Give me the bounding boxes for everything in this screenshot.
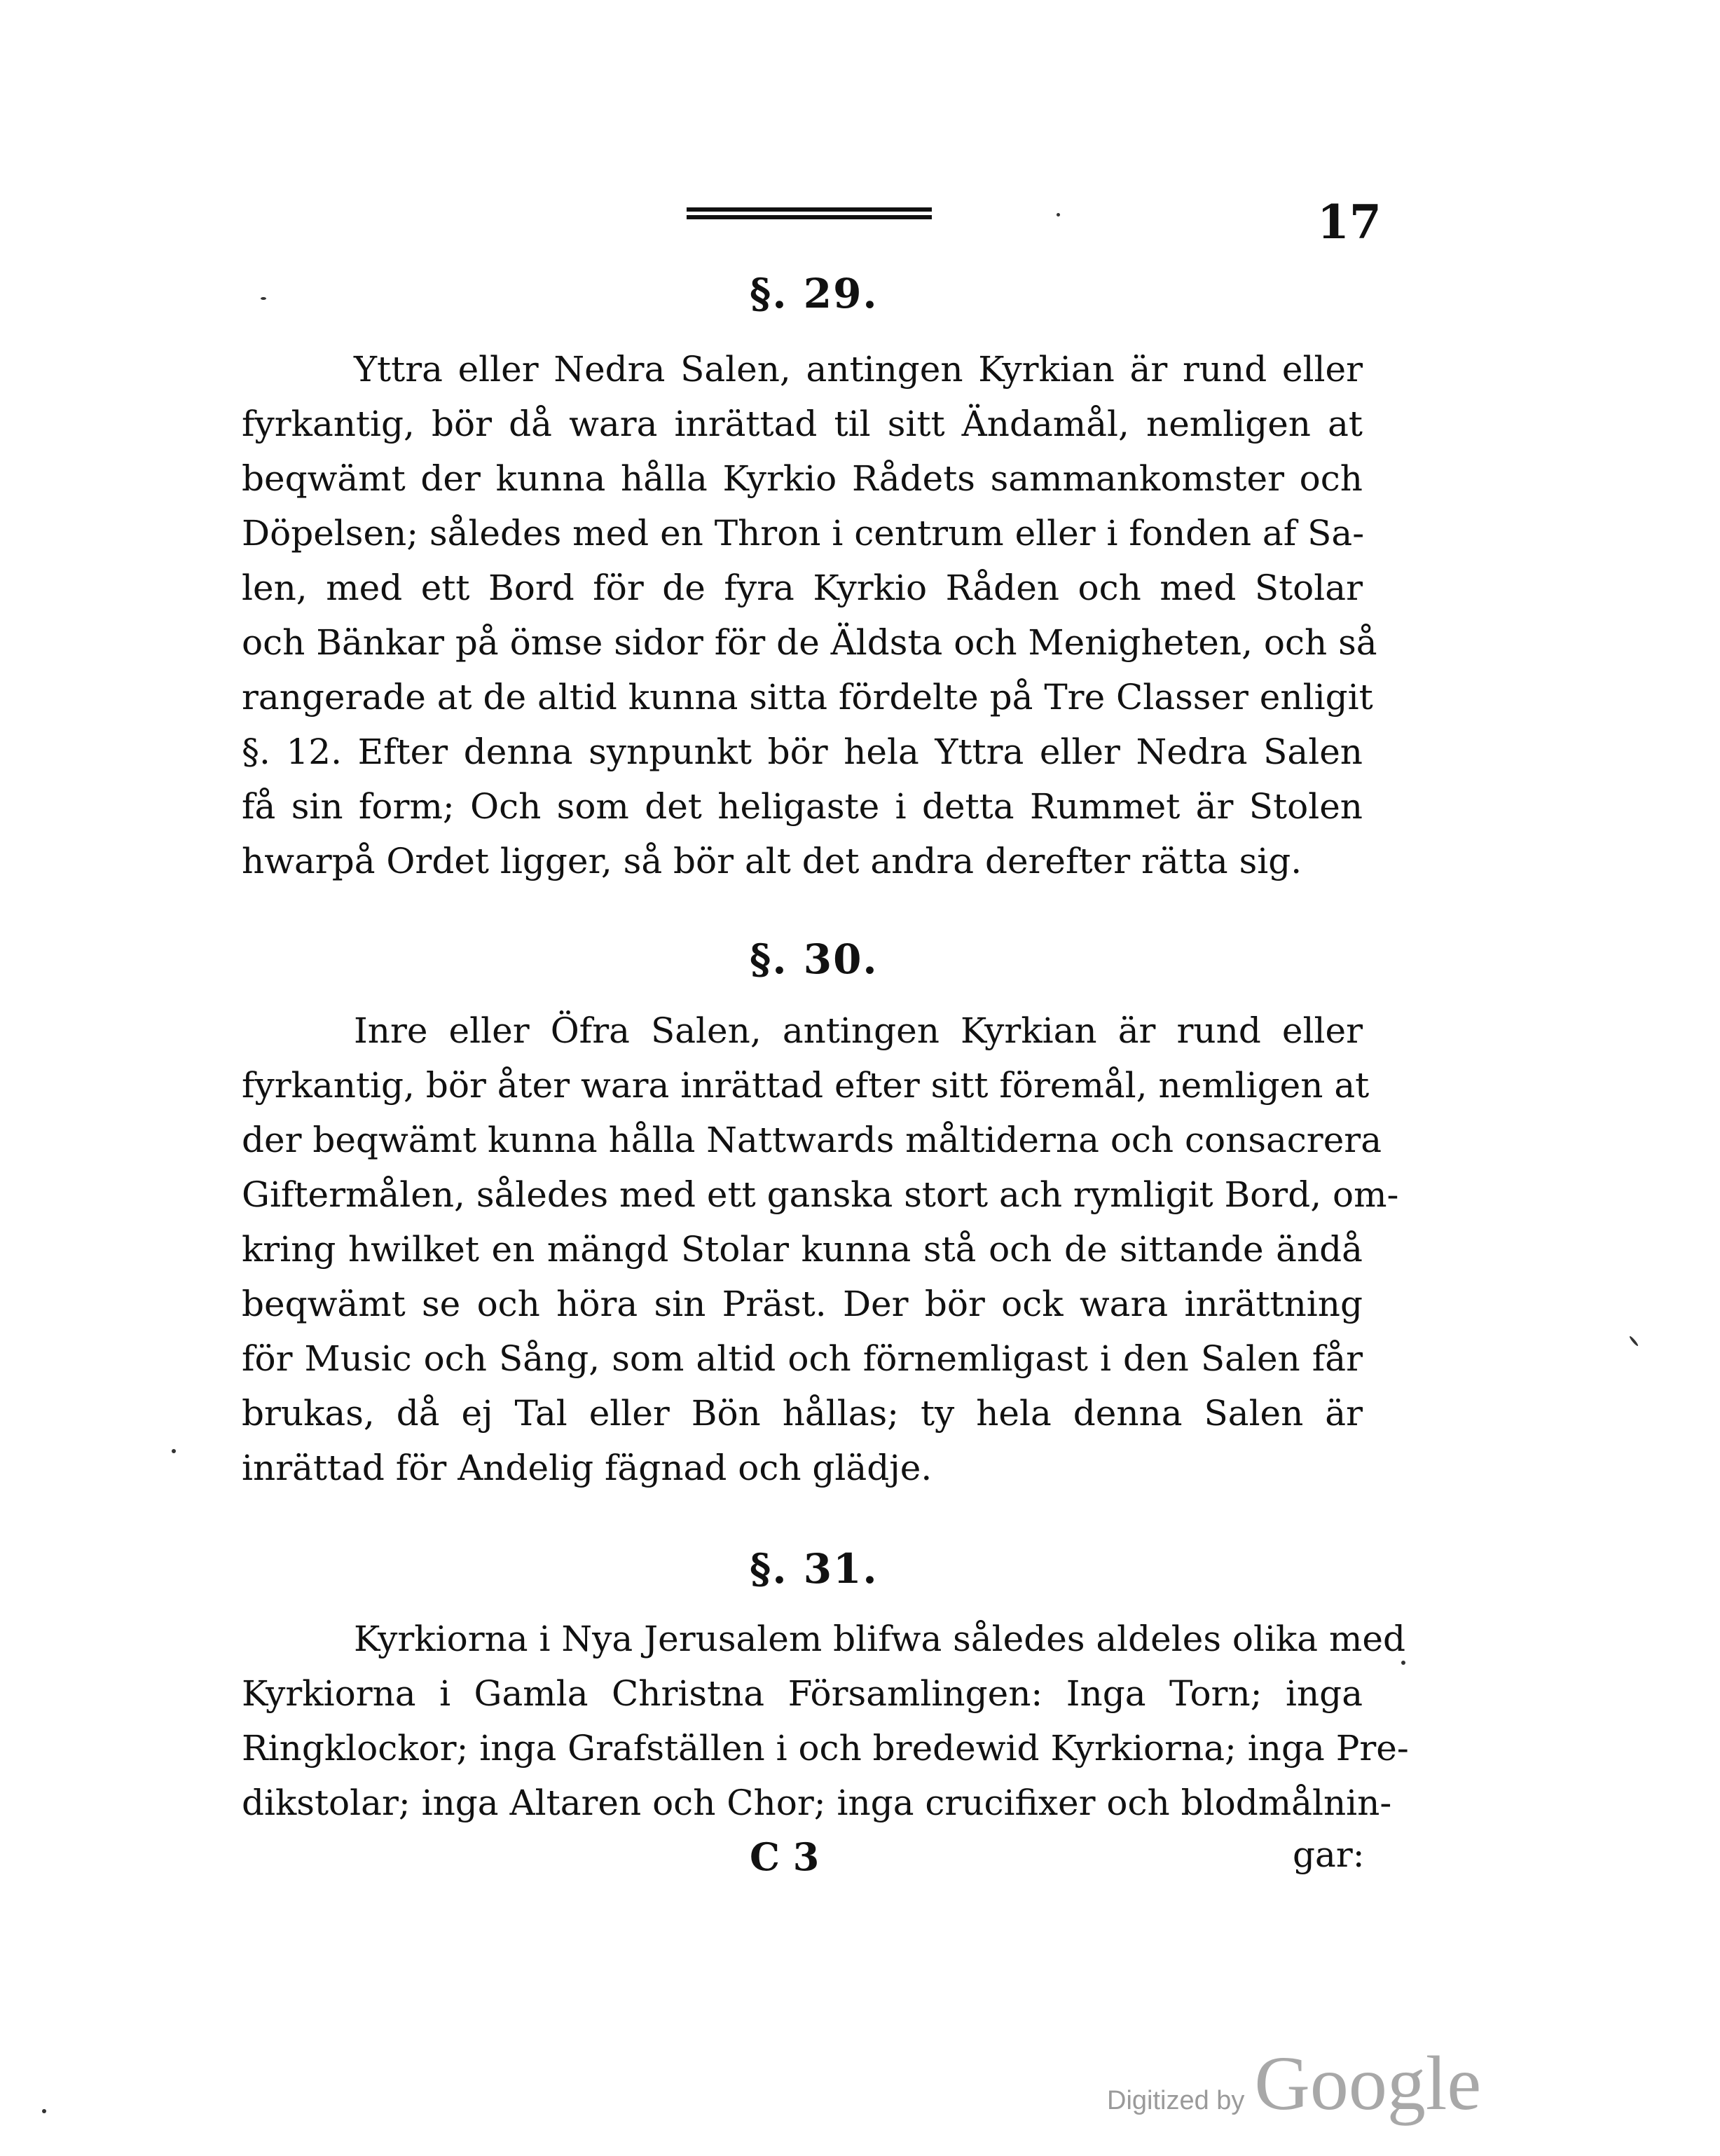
scan-speck: [1401, 1661, 1405, 1665]
text-line: fyrkantig, bör åter wara inrättad efter sitt föremål, nemligen at: [242, 1065, 1370, 1106]
page-number: 17: [1317, 195, 1382, 249]
digitized-watermark: [1107, 2039, 1481, 2128]
signature-mark: C 3: [750, 1834, 820, 1879]
scan-speck: [172, 1449, 176, 1453]
text-line: len, med ett Bord för de fyra Kyrkio Råden och med Stolar: [242, 568, 1363, 608]
google-logo: Google: [1254, 2040, 1482, 2126]
scan-speck: [1629, 1336, 1639, 1347]
section-heading-29: §. 29.: [750, 270, 879, 317]
text-line: kring hwilket en mängd Stolar kunna stå och de sittande ändå: [242, 1229, 1363, 1270]
text-line: Kyrkiorna i Nya Jerusalem blifwa således aldeles olika med: [354, 1619, 1406, 1659]
text-line: §. 12. Efter denna synpunkt bör hela Yttra eller Nedra Salen: [242, 732, 1363, 772]
text-line: brukas, då ej Tal eller Bön hållas; ty hela denna Salen är: [242, 1393, 1363, 1434]
scan-speck: [261, 297, 266, 300]
text-line: Giftermålen, således med ett ganska stort ach rymligit Bord, om-: [242, 1174, 1399, 1215]
text-line: Ringklockor; inga Grafställen i och bredewid Kyrkiorna; inga Pre-: [242, 1728, 1409, 1769]
text-line: fyrkantig, bör då wara inrättad til sitt Ändamål, nemligen at: [242, 404, 1363, 444]
text-line: Inre eller Öfra Salen, antingen Kyrkian är rund eller: [354, 1010, 1363, 1051]
scan-speck: [1057, 213, 1060, 217]
catchword: gar:: [1293, 1834, 1365, 1875]
text-line: beqwämt se och höra sin Präst. Der bör ock wara inrättning: [242, 1284, 1363, 1324]
text-line: rangerade at de altid kunna sitta fördelte på Tre Classer enligit: [242, 677, 1373, 717]
paragraph-31: [242, 1612, 1409, 1830]
header-rule: [687, 207, 932, 228]
paragraph-30: [242, 1003, 1399, 1495]
text-line: och Bänkar på ömse sidor för de Äldsta och Menigheten, och så: [242, 622, 1377, 663]
text-line: hwarpå Ordet ligger, så bör alt det andra derefter rätta sig.: [242, 841, 1302, 881]
text-line: Döpelsen; således med en Thron i centrum eller i fonden af Sa-: [242, 513, 1365, 554]
text-line: inrättad för Andelig fägnad och glädje.: [242, 1448, 933, 1488]
text-line: beqwämt der kunna hålla Kyrkio Rådets sammankomster och: [242, 458, 1363, 499]
text-line: Yttra eller Nedra Salen, antingen Kyrkian är rund eller: [354, 349, 1363, 390]
text-line: få sin form; Och som det heligaste i detta Rummet är Stolen: [242, 786, 1363, 827]
scan-speck: [42, 2109, 46, 2113]
paragraph-29: [242, 342, 1377, 888]
section-heading-31: §. 31.: [750, 1545, 879, 1593]
text-line: för Music och Sång, som altid och förnemligast i den Salen får: [242, 1338, 1363, 1379]
section-heading-30: §. 30.: [750, 935, 879, 983]
watermark-label: Digitized by: [1107, 2086, 1245, 2115]
text-line: Kyrkiorna i Gamla Christna Församlingen: Inga Torn; inga: [242, 1673, 1363, 1714]
text-line: der beqwämt kunna hålla Nattwards måltiderna och consacrera: [242, 1120, 1382, 1160]
text-line: dikstolar; inga Altaren och Chor; inga crucifixer och blodmålnin-: [242, 1783, 1392, 1823]
